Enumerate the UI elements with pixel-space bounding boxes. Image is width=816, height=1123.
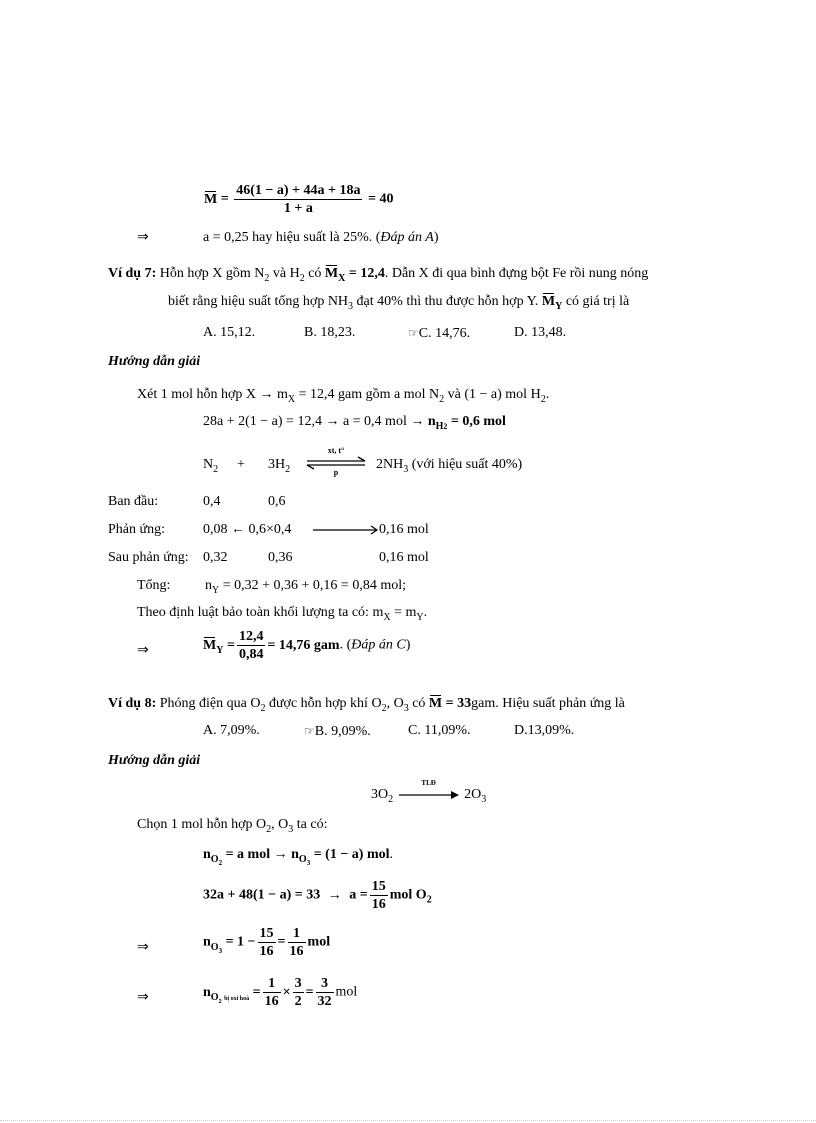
conservation-law: Theo định luật bảo toàn khối lượng ta có: $m_X = m_Y$. — [137, 605, 428, 623]
total-value: $n_Y = 0,32 + 0,36 + 0,16 = 0,84$ mol; — [205, 578, 406, 596]
reaction-n2: $N_2$ — [203, 457, 219, 475]
implies-icon: ⇒ — [137, 230, 149, 245]
row-reaction-a: 0,08 ← 0,6×0,4 — [203, 522, 292, 537]
equation-result: = 40 — [367, 191, 394, 207]
m-bar: M — [204, 190, 217, 210]
solution-8-o3-moles: $n_{O_3} = 1$ − $\frac{15}{16}$ = $\frac{1}{16}$ mol — [203, 926, 331, 959]
example-7-option-b: B. 18,23. — [304, 325, 356, 340]
row-initial-label: Ban đầu: — [108, 494, 159, 509]
solution-8-oxidized: $n_{O_2 bị oxi hoá}$ = $\frac{1}{16}$ × $\frac{3}{2}$ = $\frac{3}{32}$ mol — [203, 976, 358, 1009]
pointing-hand-icon: ☞ — [304, 724, 315, 738]
row-after-label: Sau phản ứng: — [108, 550, 189, 565]
row-reaction-c: 0,16 mol — [379, 522, 429, 537]
solution-7-line-1: Xét 1 mol hỗn hợp $X \to m_X = 12,4$ gam gồm a mol $N_2$ và (1 − a) mol $H_2$. — [137, 387, 550, 405]
result-7: $M_Y$ = $\frac{12,4}{0,84}$ = 14,76 gam. (Đáp án C) — [203, 629, 411, 662]
implies-icon: ⇒ — [137, 990, 149, 1005]
example-8-label: Ví dụ 8: — [108, 696, 157, 711]
row-after-b: 0,36 — [268, 550, 293, 565]
solution-8-moles: $n_{O_2} = a$ mol → $n_{O_3} = (1 - a)$ mol. — [203, 847, 394, 867]
answer-c: Đáp án C — [351, 637, 406, 653]
right-arrow-icon — [397, 787, 461, 803]
pointing-hand-icon: ☞ — [408, 326, 419, 340]
example-8-option-b: ☞B. 9,09%. — [304, 724, 371, 739]
total-label: Tổng: — [137, 578, 171, 593]
right-arrow-icon — [313, 524, 379, 536]
implies-icon: ⇒ — [137, 940, 149, 955]
row-after-a: 0,32 — [203, 550, 228, 565]
example-8-option-d: D.13,09%. — [514, 723, 575, 738]
average-mass-equation: M = $\frac{46(1 - a) + 44a + 18a}{1 + a}$ = 40 — [204, 183, 394, 216]
ozone-reaction: $3O_2$ TLĐ $2O_3$ — [371, 778, 487, 805]
page-bottom-rule — [0, 1120, 816, 1121]
result-line-1 — [137, 228, 149, 248]
example-8-line-1: Ví dụ 8: Phóng điện qua $O_2$ được hỗn hợp khí $O_2$, $O_3$ có M = 33gam. Hiệu suất phản ứng là — [108, 696, 625, 714]
solution-8-mass-eq: 32a + 48(1 − a) = 33 → a = $\frac{15}{16}$ mol $O_2$ — [203, 879, 432, 912]
reaction-plus: + — [237, 457, 245, 472]
row-initial-b: 0,6 — [268, 494, 286, 509]
example-7-line-1: Ví dụ 7: Hỗn hợp X gồm $N_2$ và $H_2$ có $M_X = 12,4$. Dẫn X đi qua bình đựng bột Fe rồi nung nóng — [108, 266, 649, 284]
solution-8-choose: Chọn 1 mol hỗn hợp $O_2$, $O_3$ ta có: — [137, 817, 328, 835]
example-7-line-2: biết rằng hiệu suất tổng hợp $NH_3$ đạt 40% thì thu được hỗn hợp Y. $M_Y$ có giá trị là — [168, 294, 630, 312]
solution-heading-1: Hướng dẫn giải — [108, 354, 201, 369]
fraction-denominator: 1 + a — [283, 201, 313, 216]
answer-a: Đáp án A — [380, 230, 434, 245]
row-after-c: 0,16 mol — [379, 550, 429, 565]
example-7-option-d: D. 13,48. — [514, 325, 567, 340]
discharge-arrow: TLĐ — [397, 787, 461, 803]
example-7-option-c: ☞C. 14,76. — [408, 326, 471, 341]
reaction-product: $2NH_3$ (với hiệu suất 40%) — [376, 457, 523, 475]
implies-icon: ⇒ — [137, 643, 149, 658]
equilibrium-arrow: xt, t° p — [305, 448, 367, 482]
reaction-h2: $3H_2$ — [268, 457, 291, 475]
row-reaction-label: Phản ứng: — [108, 522, 165, 537]
row-initial-a: 0,4 — [203, 494, 221, 509]
example-7-label: Ví dụ 7: — [108, 266, 157, 281]
example-8-option-c: C. 11,09%. — [408, 723, 471, 738]
solution-7-line-2: 28a + 2(1 − a) = 12,4 → a = 0,4 mol → $n_{H2} = 0,6$ mol — [203, 414, 506, 432]
result-text-1: a = 0,25 hay hiệu suất là 25%. (Đáp án A) — [203, 230, 439, 245]
mass-fraction — [234, 182, 362, 217]
example-8-option-a: A. 7,09%. — [203, 723, 260, 738]
fraction-numerator: 46(1 − a) + 44a + 18a — [236, 183, 361, 198]
example-7-option-a: A. 15,12. — [203, 325, 256, 340]
solution-heading-2: Hướng dẫn giải — [108, 753, 201, 768]
